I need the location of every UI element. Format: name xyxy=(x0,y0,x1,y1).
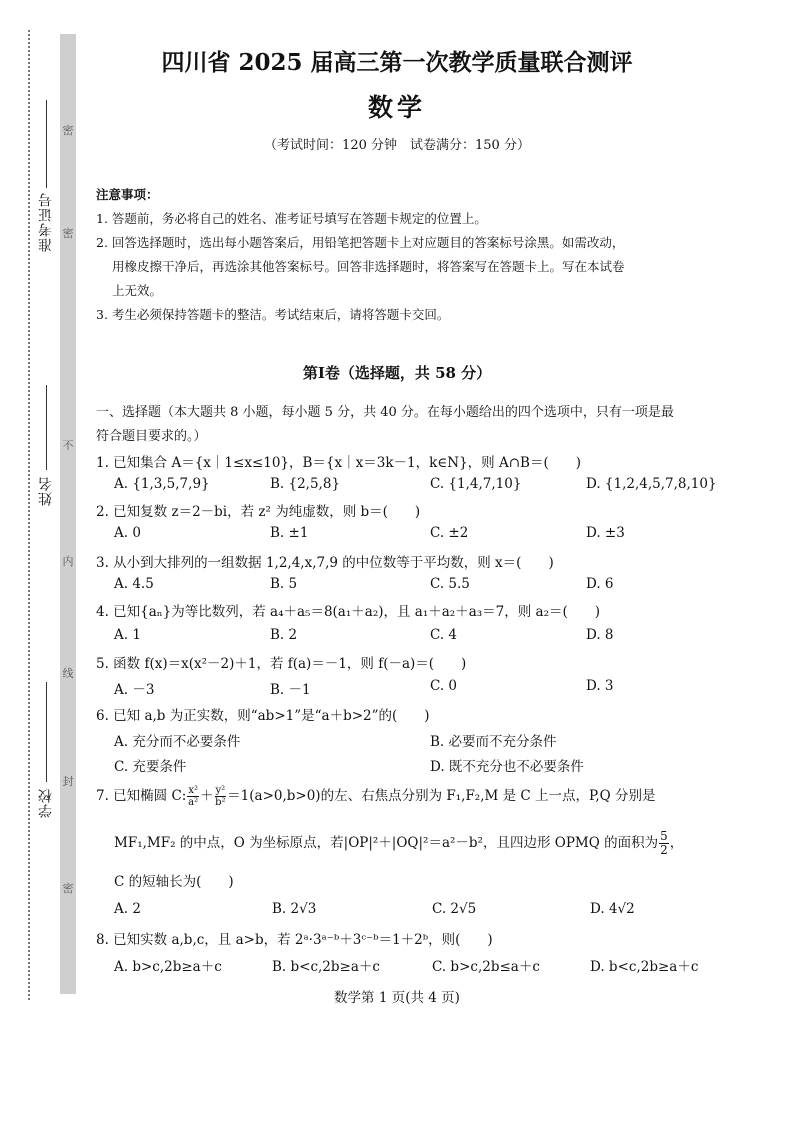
option: D. {1,2,4,5,7,8,10} xyxy=(586,476,717,492)
question-stem: 6. 已知 a,b 为正实数，则“ab>1”是“a＋b>2”的( ) xyxy=(96,708,430,724)
option: C. 2√5 xyxy=(432,901,477,917)
question-stem: 5. 函数 f(x)＝x(x²－2)＋1，若 f(a)＝－1，则 f(－a)＝( ) xyxy=(96,656,467,672)
option: A. 0 xyxy=(114,525,141,541)
question-stem: 1. 已知集合 A＝{x｜1≤x≤10}，B＝{x｜x＝3k－1，k∈N}，则 A∩B＝( ) xyxy=(96,455,581,471)
option: C. {1,4,7,10} xyxy=(430,476,522,492)
fraction-denominator: a² xyxy=(188,797,199,808)
option: D. 既不充分也不必要条件 xyxy=(430,759,584,775)
seal-char: 内 xyxy=(62,555,74,568)
option: C. 0 xyxy=(430,678,458,694)
fraction-numerator: 5 xyxy=(660,829,668,843)
note-line: 2. 回答选择题时，选出每小题答案后，用铅笔把答题卡上对应题目的答案标号涂黑。如需改动， xyxy=(96,235,625,250)
exam-time-info: （考试时间：120 分钟 试卷满分：150 分） xyxy=(264,138,530,153)
subject-title: 数学 xyxy=(367,93,426,122)
stem-text: ＝1(a>0,b>0)的左、右焦点分别为 F₁,F₂,M 是 C 上一点，P,Q 分别是 xyxy=(227,788,656,804)
exam-id-label: 准考证号 xyxy=(38,192,54,252)
stem-text: ＋ xyxy=(200,788,214,804)
note-line: 1. 答题前，务必将自己的姓名、准考证号填写在答题卡规定的位置上。 xyxy=(96,211,487,226)
option: C. 充要条件 xyxy=(114,759,187,775)
cut-line xyxy=(28,30,30,1000)
option: A. 充分而不必要条件 xyxy=(114,734,241,750)
option: B. －1 xyxy=(270,682,311,698)
option: D. ±3 xyxy=(586,525,625,541)
name-blank xyxy=(46,385,47,470)
option: B. ±1 xyxy=(270,525,309,541)
option: A. {1,3,5,7,9} xyxy=(114,476,210,492)
page-footer: 数学第 1 页(共 4 页) xyxy=(334,990,460,1006)
option: D. 6 xyxy=(586,576,614,592)
school-label: 学校 xyxy=(38,788,54,818)
section-intro: 一、选择题（本大题共 8 小题，每小题 5 分，共 40 分。在每小题给出的四个选项中，只有一项是最 xyxy=(96,405,674,420)
fraction xyxy=(187,785,199,808)
question-stem: 4. 已知{aₙ}为等比数列，若 a₄＋a₅＝8(a₁＋a₂)，且 a₁＋a₂＋a₃＝7，则 a₂＝( ) xyxy=(96,604,601,620)
note-line: 3. 考生必须保持答题卡的整洁。考试结束后，请将答题卡交回。 xyxy=(96,307,450,322)
seal-band xyxy=(60,34,76,994)
seal-char: 密 xyxy=(62,124,74,137)
option: A. 2 xyxy=(114,901,141,917)
seal-char: 封 xyxy=(62,775,74,788)
option: C. 5.5 xyxy=(430,576,470,592)
question-stem: 3. 从小到大排列的一组数据 1,2,4,x,7,9 的中位数等于平均数，则 x＝( ) xyxy=(96,555,554,571)
note-line: 上无效。 xyxy=(112,283,163,298)
seal-char: 线 xyxy=(62,667,74,680)
option: C. b>c,2b≤a＋c xyxy=(432,959,540,975)
fraction xyxy=(659,830,669,857)
fraction xyxy=(215,785,227,808)
question-stem xyxy=(96,784,656,808)
fraction-numerator: y² xyxy=(215,785,226,796)
option: D. 3 xyxy=(586,678,614,694)
question-stem: 2. 已知复数 z＝2－bi，若 z² 为纯虚数，则 b＝( ) xyxy=(96,504,421,520)
option: C. 4 xyxy=(430,627,458,643)
fraction-denominator: b² xyxy=(215,797,226,808)
stem-text: 7. 已知椭圆 C: xyxy=(96,788,187,804)
option: A. 1 xyxy=(114,627,141,643)
option: D. b<c,2b≥a＋c xyxy=(590,959,699,975)
section-intro: 符合题目要求的。） xyxy=(96,429,207,444)
note-line: 用橡皮擦干净后，再选涂其他答案标号。回答非选择题时，将答案写在答题卡上。写在本试卷 xyxy=(112,259,625,274)
fraction-denominator: 2 xyxy=(660,843,668,857)
school-blank xyxy=(46,682,47,782)
option: A. b>c,2b≥a＋c xyxy=(114,959,222,975)
option: D. 4√2 xyxy=(590,901,635,917)
option: B. b<c,2b≥a＋c xyxy=(272,959,380,975)
exam-title: 四川省 2025 届高三第一次教学质量联合测评 xyxy=(161,49,633,76)
option: D. 8 xyxy=(586,627,614,643)
section-title: 第Ⅰ卷（选择题，共 58 分） xyxy=(302,364,492,382)
option: B. 必要而不充分条件 xyxy=(430,734,557,750)
stem-text: MF₁,MF₂ 的中点，O 为坐标原点，若|OP|²＋|OQ|²＝a²－b²，且四边形 OPMQ 的面积为 xyxy=(114,835,659,851)
option: B. {2,5,8} xyxy=(270,476,341,492)
seal-char: 不 xyxy=(62,439,74,452)
notes-heading: 注意事项： xyxy=(96,187,159,202)
option: A. －3 xyxy=(114,682,155,698)
question-stem: 8. 已知实数 a,b,c，且 a>b，若 2ᵃ·3ᵃ⁻ᵇ＋3ᶜ⁻ᵇ＝1＋2ᵇ，则( ) xyxy=(96,932,493,948)
option: B. 2 xyxy=(270,627,298,643)
seal-char: 密 xyxy=(62,227,74,240)
option: C. ±2 xyxy=(430,525,469,541)
stem-text: ， xyxy=(669,835,684,851)
question-stem-line: C 的短轴长为( ) xyxy=(114,874,234,890)
fraction-numerator: x² xyxy=(188,785,198,796)
option: B. 2√3 xyxy=(272,901,317,917)
option: A. 4.5 xyxy=(114,576,154,592)
seal-char: 密 xyxy=(62,882,74,895)
question-stem-line xyxy=(114,830,683,857)
name-label: 姓名 xyxy=(38,476,54,506)
option: B. 5 xyxy=(270,576,298,592)
